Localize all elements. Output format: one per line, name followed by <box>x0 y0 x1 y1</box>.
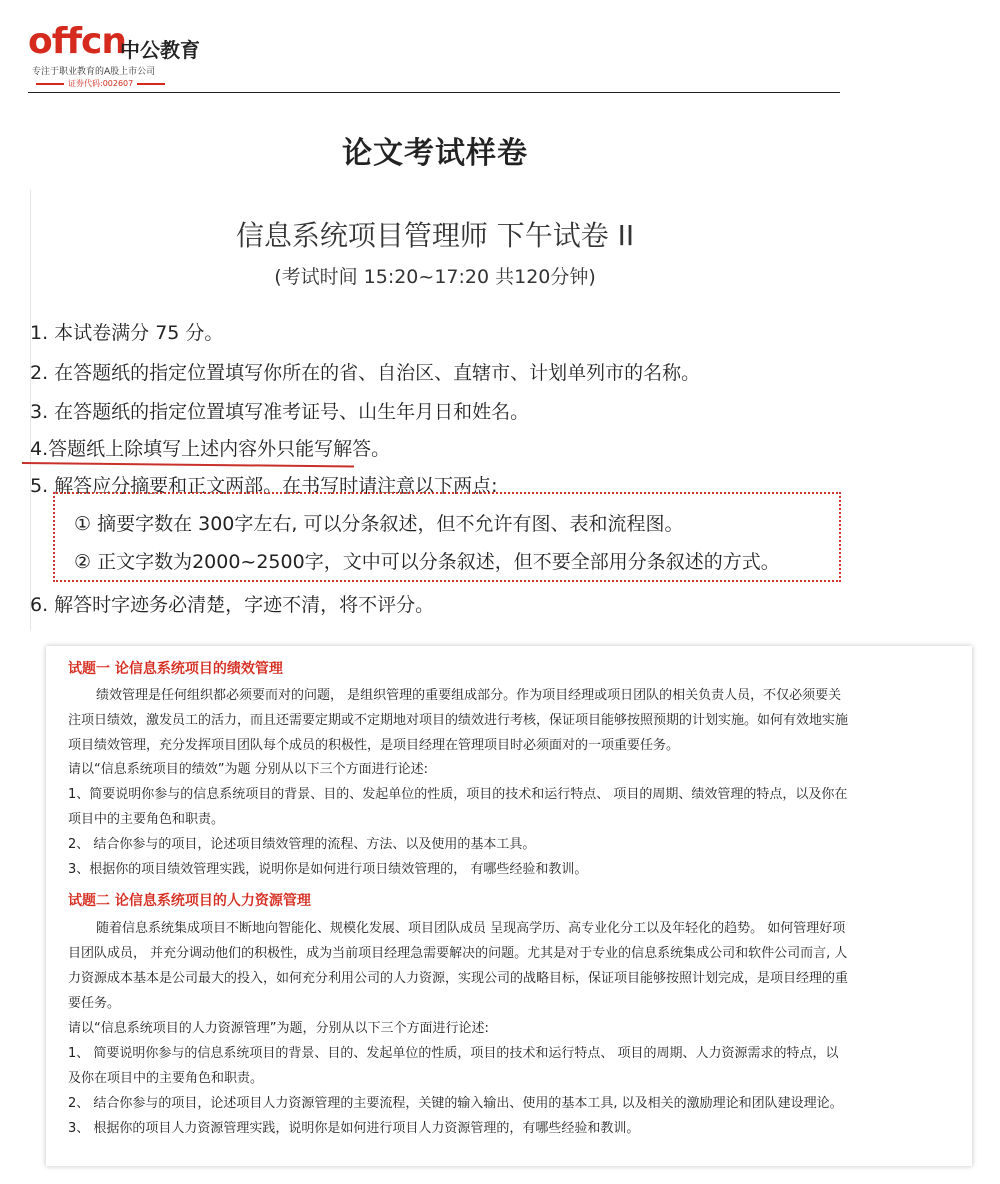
page-title: 论文考试样卷 <box>342 136 528 171</box>
stock-code <box>32 78 169 89</box>
topic-1-line: 3、根据你的项目绩效管理实践，说明你是如何进行项日绩效管理的， 有哪些经验和教训。 <box>68 862 588 877</box>
logo-mark: offcn <box>28 21 127 62</box>
topic-2-line: 1、 简要说明你参与的信息系统项目的背景、目的、发起单位的性质，项目的技术和运行特点、 项目的周期、人力资源需求的特点，以 <box>68 1046 839 1061</box>
logo-slogan: 专注于职业教育的A股上市公司 <box>32 67 156 77</box>
sub-point-2: ② 正文字数为2000~2500字，文中可以分条叙述，但不要全部用分条叙述的方式。 <box>74 551 780 573</box>
topic-2-line: 目团队成员， 并充分调动他们的积极性，成为当前项目经理急需要解决的问题。尤其是对于专业的信息系统集成公司和软件公司而言, 人 <box>68 946 848 961</box>
topic-1-line: 绩效管理是任何组织都必须要而对的问题， 是组织管理的重要组成部分。作为项目经理或项日团队的相关负责人员，不仅必须要关 <box>96 688 842 703</box>
exam-rule-5: 5. 解答应分摘要和正文两部。在书写时请注意以下两点: <box>30 475 498 497</box>
logo-chinese-name: 中公教育 <box>120 38 200 62</box>
header-divider <box>28 92 840 93</box>
exam-rule-4: 4.答题纸上除填写上述内容外只能写解答。 <box>30 438 391 460</box>
topic-2-line: 力资源成本基本是公司最大的投入，如何充分利用公司的人力资源，实现公司的战略目标，保证项目能够按照计划完成，是项目经理的重 <box>68 971 849 986</box>
stock-code-text: 证券代码:002607 <box>68 79 134 88</box>
exam-time: (考试时间 15:20~17:20 共120分钟) <box>274 266 596 288</box>
topic-2-line: 随着信息系统集成项目不断地向智能化、规模化发展、项目团队成员 呈现高学历、高专业化分工以及年轻化的趋势。 如何管理好项 <box>96 921 846 936</box>
exam-instructions <box>22 190 862 630</box>
topic-2-line: 2、 结合你参与的项目，论述项目人力资源管理的主要流程，关键的输入输出、使用的基本工具, 以及相关的激励理论和团队建设理论。 <box>68 1096 843 1111</box>
topic-1-line: 项目中的主要角色和职责。 <box>68 812 225 827</box>
topic-1-line: 请以“信息系统项目的绩效”为题 分别从以下三个方面进行论述: <box>68 762 428 777</box>
topic-1-line: 2、 结合你参与的项目，论述项目绩效管理的流程、方法、以及使用的基本工具。 <box>68 837 536 852</box>
topic-1-line: 1、简要说明你参与的信息系统项目的背景、目的、发起单位的性质，项目的技术和运行特点、 项目的周期、绩效管理的特点，以及你在 <box>68 787 848 802</box>
exam-title: 信息系统项目管理师 下午试卷 II <box>235 219 635 252</box>
topics-card <box>46 646 972 1166</box>
topic-2-line: 要任务。 <box>68 996 121 1011</box>
offcn-logo <box>28 21 200 88</box>
exam-rule-2: 2. 在答题纸的指定位置填写你所在的省、自治区、直辖市、计划单列市的名称。 <box>30 362 701 384</box>
topic-1-line: 注项日绩效，激发员工的活力，而且还需要定期或不定期地对项目的绩效进行考核，保证项目能够按照预期的计划实施。如何有效地实施 <box>68 713 849 728</box>
topic-1-line: 项目绩效管理，充分发挥项目团队每个成员的积极性，是项目经理在管理项目时必须面对的一项重要任务。 <box>68 738 680 753</box>
exam-rule-1: 1. 本试卷满分 75 分。 <box>30 322 224 344</box>
topic-2-heading: 试题二 论信息系统项目的人力资源管理 <box>68 893 311 909</box>
topic-1-heading: 试题一 论信息系统项目的绩效管理 <box>68 661 283 677</box>
topic-2-line: 请以“信息系统项目的人力资源管理”为题，分别从以下三个方面进行论述: <box>68 1021 489 1036</box>
exam-rule-6: 6. 解答时字迹务必清楚，字迹不清，将不评分。 <box>30 594 435 616</box>
red-underline-annotation <box>22 462 354 467</box>
exam-rule-3: 3. 在答题纸的指定位置填写准考证号、山生年月日和姓名。 <box>30 401 530 423</box>
topic-2-line: 3、 根据你的项目人力资源管理实践，说明你是如何进行项目人力资源管理的，有哪些经验和教训。 <box>68 1121 640 1136</box>
sub-point-1: ① 摘要字数在 300字左右, 可以分条叙述，但不允许有图、表和流程图。 <box>74 513 684 535</box>
topic-2-line: 及你在项目中的主要角色和职责。 <box>68 1071 264 1086</box>
